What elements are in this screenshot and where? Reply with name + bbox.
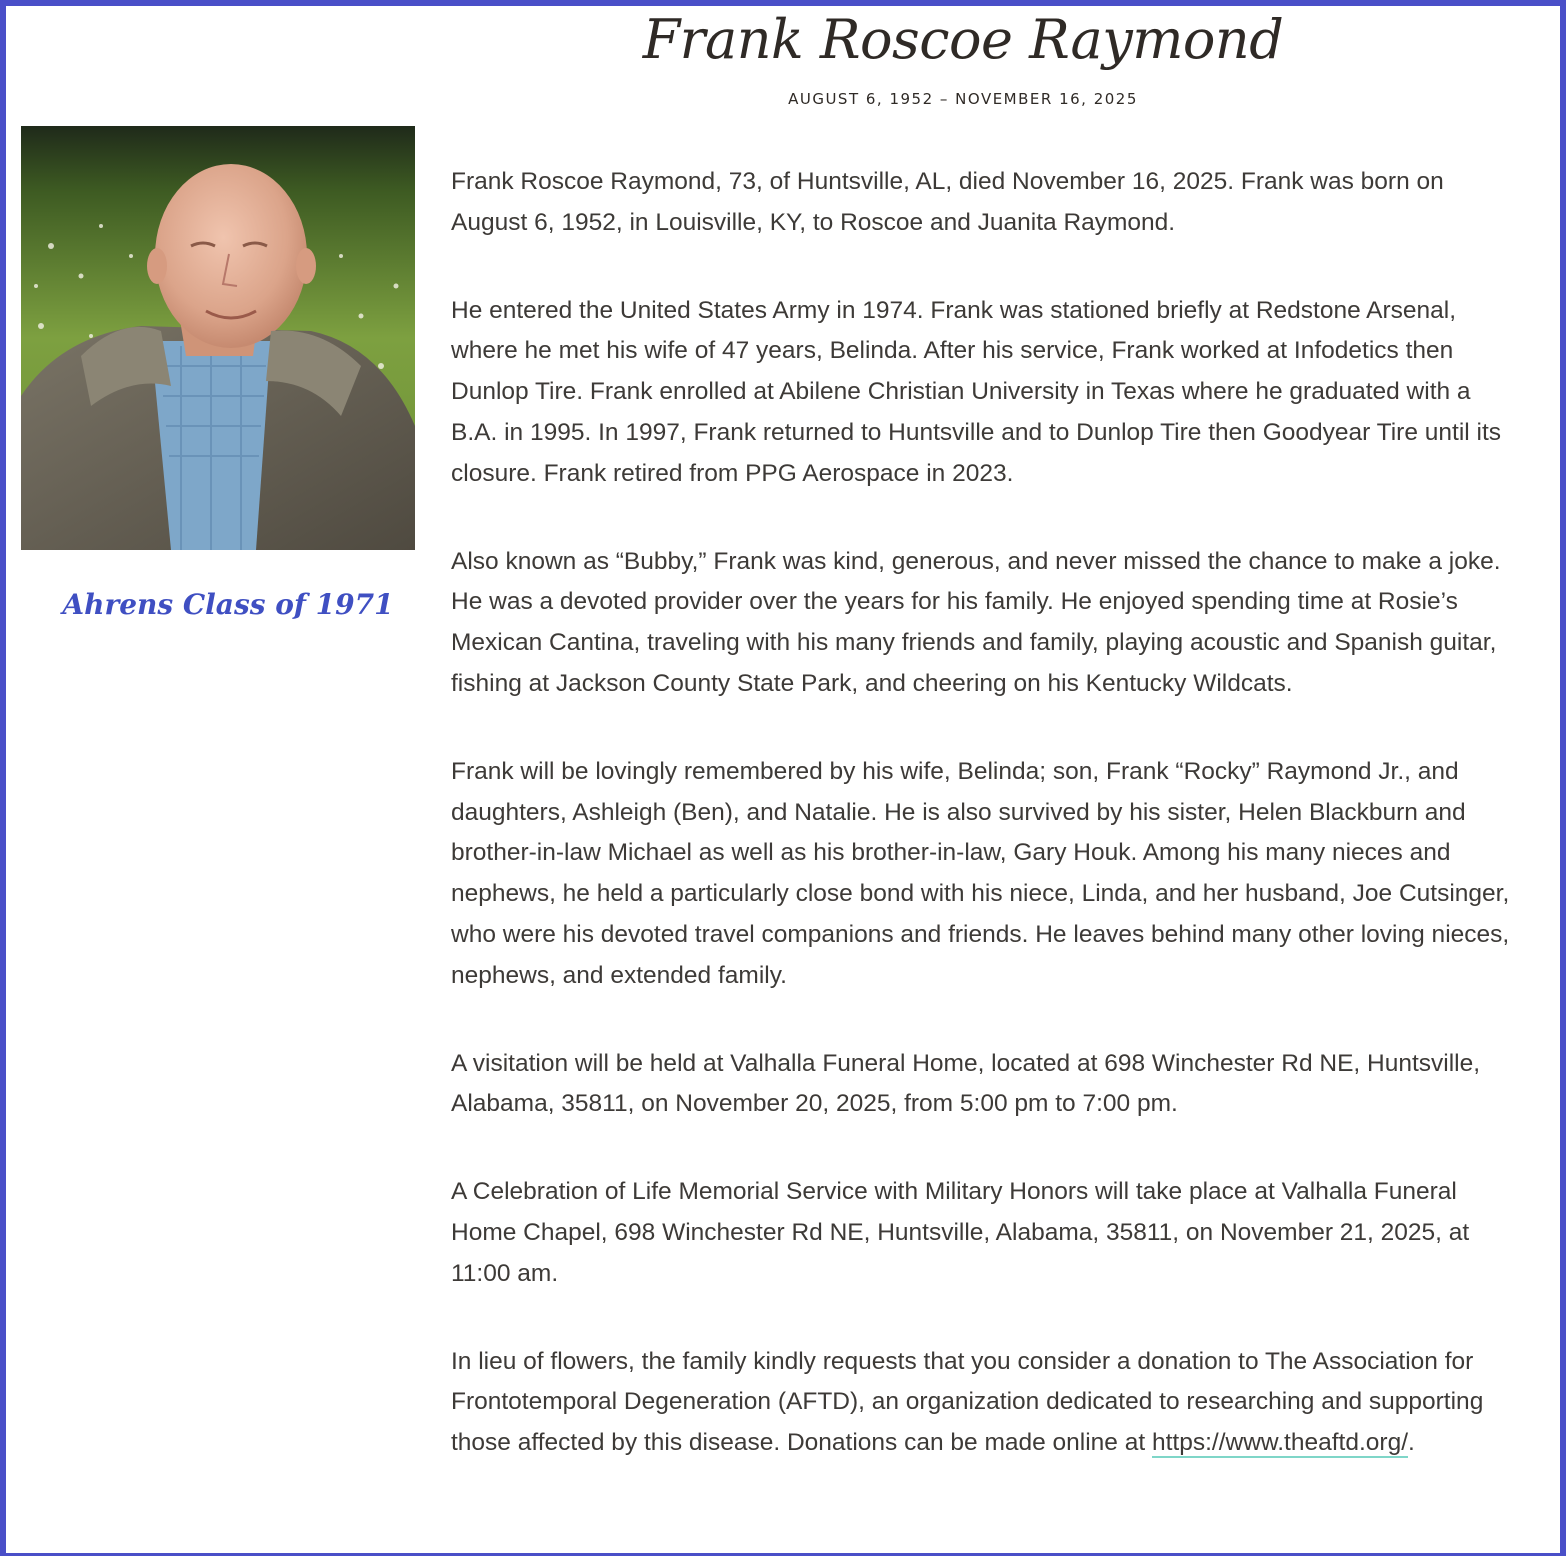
donation-text: In lieu of flowers, the family kindly requests that you consider a donation to The Association for Frontotemporal Degeneration (AFTD), an organization dedicated to researching and supporting those affected by this disease. Donations can be made online at (451, 1347, 1484, 1457)
obituary-body (451, 162, 1513, 1511)
paragraph-survivors: Frank will be lovingly remembered by his wife, Belinda; son, Frank “Rocky” Raymond Jr., and daughters, Ashleigh (Ben), and Natalie. He is also survived by his sister, Helen Blackburn and brother-in-law Michael as well as his brother-in-law, Gary Houk. Among his many nieces and nephews, he held a particularly close bond with his niece, Linda, and her husband, Joe Cutsinger, who were his devoted travel companions and friends. He leaves behind many other loving nieces, nephews, and extended family. (451, 757, 1510, 989)
obituary-name: Frank Roscoe Raymond (642, 8, 1284, 71)
aftd-link[interactable]: https://www.theaftd.org/ (1151, 1429, 1409, 1457)
class-caption: Ahrens Class of 1971 (62, 588, 394, 621)
portrait-photo (21, 126, 415, 550)
paragraph-personality: Also known as “Bubby,” Frank was kind, generous, and never missed the chance to make a joke. He was a devoted provider over the years for his family. He enjoyed spending time at Rosie’s Mexican Cantina, traveling with his many friends and family, playing acoustic and Spanish guitar, fishing at Jackson County State Park, and cheering on his Kentucky Wildcats. (451, 547, 1501, 697)
paragraph-intro: Frank Roscoe Raymond, 73, of Huntsville, AL, died November 16, 2025. Frank was born on August 6, 1952, in Louisville, KY, to Roscoe and Juanita Raymond. (451, 168, 1444, 236)
life-dates: AUGUST 6, 1952 – NOVEMBER 16, 2025 (788, 90, 1138, 108)
paragraph-visitation: A visitation will be held at Valhalla Funeral Home, located at 698 Winchester Rd NE, Huntsville, Alabama, 35811, on November 20, 2025, from 5:00 pm to 7:00 pm. (451, 1049, 1481, 1118)
paragraph-career: He entered the United States Army in 1974. Frank was stationed briefly at Redstone Arsenal, where he met his wife of 47 years, Belinda. After his service, Frank worked at Infodetics then Dunlop Tire. Frank enrolled at Abilene Christian University in Texas where he graduated with a B.A. in 1995. In 1997, Frank returned to Huntsville and to Dunlop Tire then Goodyear Tire until its closure. Frank retired from PPG Aerospace in 2023. (451, 296, 1502, 487)
paragraph-memorial-service: A Celebration of Life Memorial Service with Military Honors will take place at Valhalla Funeral Home Chapel, 698 Winchester Rd NE, Huntsville, Alabama, 35811, on November 21, 2025, at 11:00 am. (451, 1178, 1470, 1287)
donation-end: . (1408, 1429, 1415, 1457)
paragraph-donations (451, 1342, 1513, 1464)
